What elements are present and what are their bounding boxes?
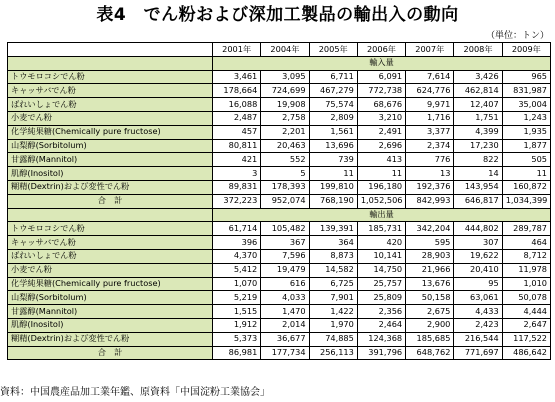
value-cell: 80,811 [213, 139, 261, 153]
total-value-cell: 1,052,506 [357, 194, 405, 208]
total-value-cell: 486,642 [502, 346, 550, 360]
table-row [8, 139, 551, 153]
value-cell: 19,908 [261, 98, 309, 112]
imports-section [8, 56, 551, 208]
value-cell: 3,210 [357, 111, 405, 125]
table-title: 表4 でん粉および深加工製品の輸出入の動向 [96, 5, 459, 25]
value-cell: 36,677 [261, 332, 309, 346]
value-cell: 14,582 [309, 263, 357, 277]
value-cell: 21,966 [406, 263, 454, 277]
value-cell: 457 [213, 125, 261, 139]
value-cell: 13,676 [406, 277, 454, 291]
value-cell: 1,243 [502, 111, 550, 125]
value-cell: 160,872 [502, 180, 550, 194]
value-cell: 413 [357, 153, 405, 167]
value-cell: 178,393 [261, 180, 309, 194]
table-row [8, 277, 551, 291]
value-cell: 16,088 [213, 98, 261, 112]
exports-section [8, 208, 551, 360]
value-cell: 1,010 [502, 277, 550, 291]
value-cell: 61,714 [213, 222, 261, 236]
value-cell: 7,596 [261, 249, 309, 263]
row-label: 甘露醇(Mannitol) [8, 153, 213, 167]
value-cell: 10,141 [357, 249, 405, 263]
imports-label-row [8, 56, 551, 70]
row-label: 肌醇(Inositol) [8, 167, 213, 181]
value-cell: 5 [261, 167, 309, 181]
total-row [8, 346, 551, 360]
value-cell: 3,095 [261, 70, 309, 84]
value-cell: 20,463 [261, 139, 309, 153]
table-row [8, 167, 551, 181]
row-label: キャッサバでん粉 [8, 236, 213, 250]
total-value-cell: 86,981 [213, 346, 261, 360]
value-cell: 7,614 [406, 70, 454, 84]
value-cell: 2,423 [454, 318, 502, 332]
value-cell: 364 [309, 236, 357, 250]
value-cell: 9,971 [406, 98, 454, 112]
value-cell: 4,444 [502, 305, 550, 319]
value-cell: 3,377 [406, 125, 454, 139]
value-cell: 1,422 [309, 305, 357, 319]
value-cell: 63,061 [454, 291, 502, 305]
year-header: 2005年 [309, 43, 357, 57]
value-cell: 216,544 [454, 332, 502, 346]
value-cell: 95 [454, 277, 502, 291]
value-cell: 3,461 [213, 70, 261, 84]
value-cell: 965 [502, 70, 550, 84]
value-cell: 464 [502, 236, 550, 250]
value-cell: 1,970 [309, 318, 357, 332]
year-header: 2001年 [213, 43, 261, 57]
value-cell: 13,696 [309, 139, 357, 153]
value-cell: 25,757 [357, 277, 405, 291]
value-cell: 192,376 [406, 180, 454, 194]
row-label: 山梨醇(Sorbitolum) [8, 139, 213, 153]
value-cell: 4,399 [454, 125, 502, 139]
value-cell: 1,070 [213, 277, 261, 291]
value-cell: 7,901 [309, 291, 357, 305]
total-value-cell: 1,034,399 [502, 194, 550, 208]
value-cell: 178,664 [213, 84, 261, 98]
table-row [8, 318, 551, 332]
value-cell: 6,711 [309, 70, 357, 84]
value-cell: 552 [261, 153, 309, 167]
value-cell: 772,738 [357, 84, 405, 98]
value-cell: 13 [406, 167, 454, 181]
value-cell: 1,470 [261, 305, 309, 319]
value-cell: 1,561 [309, 125, 357, 139]
value-cell: 199,810 [309, 180, 357, 194]
value-cell: 421 [213, 153, 261, 167]
total-row [8, 194, 551, 208]
table-row [8, 249, 551, 263]
row-label: 化学純果糖(Chemically pure fructose) [8, 125, 213, 139]
value-cell: 19,479 [261, 263, 309, 277]
section-blank-cell [8, 208, 213, 222]
table-row [8, 263, 551, 277]
total-value-cell: 771,697 [454, 346, 502, 360]
total-value-cell: 391,796 [357, 346, 405, 360]
value-cell: 6,091 [357, 70, 405, 84]
value-cell: 35,004 [502, 98, 550, 112]
row-label: 小麦でん粉 [8, 263, 213, 277]
value-cell: 8,712 [502, 249, 550, 263]
value-cell: 20,410 [454, 263, 502, 277]
value-cell: 185,731 [357, 222, 405, 236]
value-cell: 739 [309, 153, 357, 167]
value-cell: 68,676 [357, 98, 405, 112]
value-cell: 17,230 [454, 139, 502, 153]
value-cell: 2,675 [406, 305, 454, 319]
value-cell: 2,014 [261, 318, 309, 332]
table-row [8, 332, 551, 346]
value-cell: 5,219 [213, 291, 261, 305]
value-cell: 776 [406, 153, 454, 167]
value-cell: 822 [454, 153, 502, 167]
value-cell: 4,033 [261, 291, 309, 305]
table-row [8, 98, 551, 112]
row-label: 糊精(Dextrin)および変性でん粉 [8, 332, 213, 346]
header-corner [8, 43, 213, 57]
value-cell: 50,158 [406, 291, 454, 305]
row-label: トウモロコシでん粉 [8, 70, 213, 84]
total-value-cell: 768,190 [309, 194, 357, 208]
value-cell: 4,370 [213, 249, 261, 263]
value-cell: 595 [406, 236, 454, 250]
value-cell: 444,802 [454, 222, 502, 236]
value-cell: 616 [261, 277, 309, 291]
value-cell: 467,279 [309, 84, 357, 98]
value-cell: 2,647 [502, 318, 550, 332]
row-label: 甘露醇(Mannitol) [8, 305, 213, 319]
total-label: 合 計 [8, 346, 213, 360]
value-cell: 289,787 [502, 222, 550, 236]
value-cell: 3 [213, 167, 261, 181]
value-cell: 2,464 [357, 318, 405, 332]
value-cell: 724,699 [261, 84, 309, 98]
value-cell: 8,873 [309, 249, 357, 263]
value-cell: 185,685 [406, 332, 454, 346]
value-cell: 2,491 [357, 125, 405, 139]
value-cell: 14,750 [357, 263, 405, 277]
value-cell: 11 [357, 167, 405, 181]
row-label: 化学純果糖(Chemically pure fructose) [8, 277, 213, 291]
value-cell: 2,696 [357, 139, 405, 153]
value-cell: 14 [454, 167, 502, 181]
year-header: 2008年 [454, 43, 502, 57]
table-row [8, 111, 551, 125]
row-label: 糊精(Dextrin)および変性でん粉 [8, 180, 213, 194]
row-label: キャッサバでん粉 [8, 84, 213, 98]
section-label: 輸入量 [213, 56, 551, 70]
value-cell: 74,885 [309, 332, 357, 346]
header-row [8, 43, 551, 57]
value-cell: 505 [502, 153, 550, 167]
value-cell: 831,987 [502, 84, 550, 98]
total-value-cell: 648,762 [406, 346, 454, 360]
value-cell: 1,912 [213, 318, 261, 332]
value-cell: 50,078 [502, 291, 550, 305]
value-cell: 2,374 [406, 139, 454, 153]
value-cell: 19,622 [454, 249, 502, 263]
total-value-cell: 952,074 [261, 194, 309, 208]
value-cell: 11 [502, 167, 550, 181]
year-header: 2006年 [357, 43, 405, 57]
value-cell: 143,954 [454, 180, 502, 194]
value-cell: 2,201 [261, 125, 309, 139]
value-cell: 1,877 [502, 139, 550, 153]
row-label: ばれいしょでん粉 [8, 98, 213, 112]
value-cell: 342,204 [406, 222, 454, 236]
table-row [8, 84, 551, 98]
table-row [8, 125, 551, 139]
table-row [8, 180, 551, 194]
table-row [8, 70, 551, 84]
table-row [8, 305, 551, 319]
value-cell: 462,814 [454, 84, 502, 98]
table-row [8, 153, 551, 167]
value-cell: 5,373 [213, 332, 261, 346]
trade-table [7, 42, 551, 360]
value-cell: 4,433 [454, 305, 502, 319]
total-label: 合 計 [8, 194, 213, 208]
value-cell: 139,391 [309, 222, 357, 236]
value-cell: 89,831 [213, 180, 261, 194]
value-cell: 11,978 [502, 263, 550, 277]
year-header: 2004年 [261, 43, 309, 57]
value-cell: 420 [357, 236, 405, 250]
year-header: 2007年 [406, 43, 454, 57]
table-row [8, 222, 551, 236]
total-value-cell: 372,223 [213, 194, 261, 208]
value-cell: 25,809 [357, 291, 405, 305]
value-cell: 11 [309, 167, 357, 181]
value-cell: 1,935 [502, 125, 550, 139]
value-cell: 2,356 [357, 305, 405, 319]
total-value-cell: 177,734 [261, 346, 309, 360]
value-cell: 124,368 [357, 332, 405, 346]
section-blank-cell [8, 56, 213, 70]
total-value-cell: 646,817 [454, 194, 502, 208]
value-cell: 2,900 [406, 318, 454, 332]
source-note: 資料：中国農産品加工業年鑑、原資料「中国淀粉工業協会」 [0, 387, 270, 398]
value-cell: 6,725 [309, 277, 357, 291]
value-cell: 624,776 [406, 84, 454, 98]
table-row [8, 236, 551, 250]
value-cell: 1,515 [213, 305, 261, 319]
table-row [8, 291, 551, 305]
row-label: トウモロコシでん粉 [8, 222, 213, 236]
value-cell: 1,716 [406, 111, 454, 125]
value-cell: 117,522 [502, 332, 550, 346]
exports-label-row [8, 208, 551, 222]
value-cell: 28,903 [406, 249, 454, 263]
value-cell: 105,482 [261, 222, 309, 236]
year-header: 2009年 [502, 43, 550, 57]
unit-label: （単位：トン） [485, 31, 549, 41]
value-cell: 396 [213, 236, 261, 250]
value-cell: 12,407 [454, 98, 502, 112]
value-cell: 196,180 [357, 180, 405, 194]
value-cell: 3,426 [454, 70, 502, 84]
row-label: ばれいしょでん粉 [8, 249, 213, 263]
value-cell: 2,809 [309, 111, 357, 125]
value-cell: 307 [454, 236, 502, 250]
value-cell: 367 [261, 236, 309, 250]
total-value-cell: 256,113 [309, 346, 357, 360]
section-label: 輸出量 [213, 208, 551, 222]
value-cell: 5,412 [213, 263, 261, 277]
row-label: 山梨醇(Sorbitolum) [8, 291, 213, 305]
value-cell: 75,574 [309, 98, 357, 112]
value-cell: 2,758 [261, 111, 309, 125]
row-label: 小麦でん粉 [8, 111, 213, 125]
row-label: 肌醇(Inositol) [8, 318, 213, 332]
value-cell: 1,751 [454, 111, 502, 125]
value-cell: 2,487 [213, 111, 261, 125]
total-value-cell: 842,993 [406, 194, 454, 208]
